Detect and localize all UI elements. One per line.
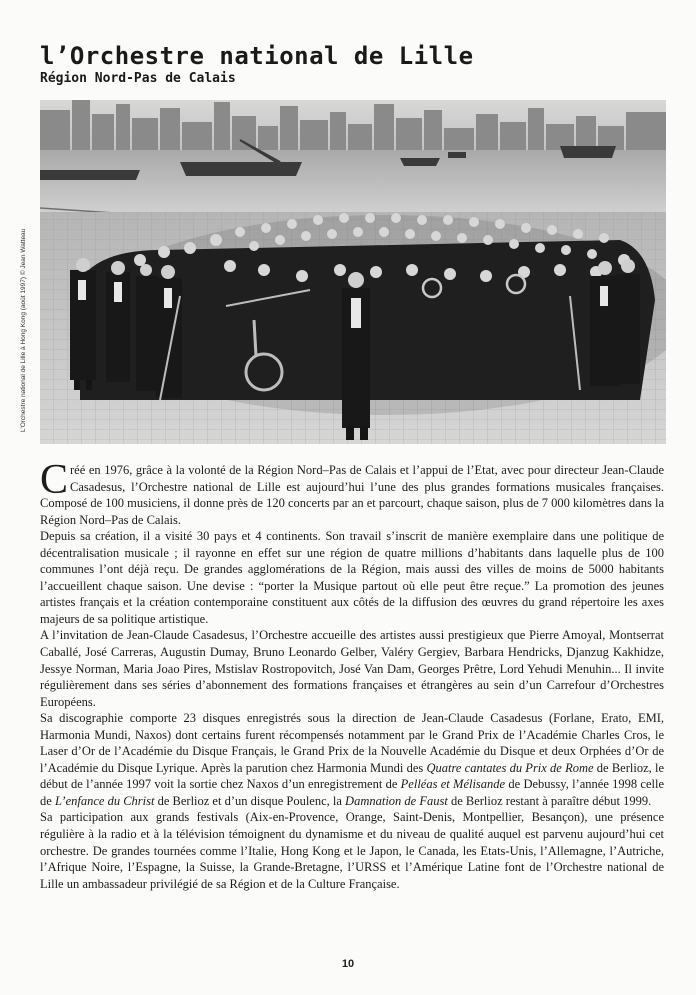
page-number: 10 [341, 958, 355, 970]
page-title: l’Orchestre national de Lille [40, 42, 474, 70]
article-paragraph-1 [40, 457, 664, 528]
article-paragraph-5: Sa participation aux grands festivals (Aix-en-Provence, Orange, Saint-Denis, Montpellier, Besançon), une présence régulière à la radio et à la télévision témoignent du dynamisme et du niveau de qualité auquel est parvenu aujourd’hui cet orchestre. De grandes tournées comme l’Italie, Hong Kong et le Japon, le Canada, les Etats-Unis, l’Allemagne, l’Autriche, l’Afrique Noire, l’Espagne, la Suisse, la Grande-Bretagne, l’URSS et l’Amérique Latine font de l’Orchestre national de Lille un ambassadeur privilégié de sa Région et de la Culture Française. [40, 810, 664, 891]
paragraph-text: de Debussy, l’année 1998 celle de [40, 777, 665, 808]
work-title: Quatre cantates du Prix de Rome [426, 760, 594, 775]
harbour-water [40, 150, 666, 212]
drop-cap: C [40, 457, 69, 503]
paragraph-text: de Berlioz restant à paraître début 1999. [447, 793, 652, 808]
orchestra-photo [40, 100, 666, 444]
paragraph-text: de Berlioz et d’un disque Poulenc, la [154, 793, 346, 808]
work-title: Pelléas et Mélisande [400, 777, 506, 792]
article-paragraph-2: Depuis sa création, il a visité 30 pays et 4 continents. Son travail s’inscrit de manière exemplaire dans une politique de décentralisation musicale ; il rayonne en effet sur une région de quatre millions d’habitants dans laquelle plus de 100 communes l’ont déjà reçu. De grandes agglomérations de la Région, mais aussi des villes de moins de 5000 habitants l’accueillent chaque saison. Une devise : “porter la Musique partout où elle peut être reçue.” La promotion des jeunes artistes français et la création contemporaine constituent aux côtés de la diffusion des œuvres du grand répertoire les axes majeurs de sa politique artistique. [40, 529, 664, 626]
work-title: L’enfance du Christ [54, 793, 155, 808]
paragraph-text: réé en 1976, grâce à la volonté de la Région Nord–Pas de Calais et l’appui de l’Etat, avec pour directeur Jean-Claude Casadesus, l’Orchestre national de Lille est aujourd’hui l’une des plus grandes formations musicales françaises. Composé de 100 musiciens, il donne près de 120 concerts par an et parcourt, chaque saison, plus de 7 000 kilomètres dans la Région Nord–Pas de Calais. [40, 463, 664, 527]
article-body [40, 457, 665, 892]
page-subtitle: Région Nord-Pas de Calais [40, 71, 236, 86]
photo-credit: L’Orchestre national de Lille à Hong Kong (août 1997) © Jean Watteau [20, 228, 27, 432]
paragraph-text: de Berlioz, le début de l’année 1997 voit la sortie chez Naxos d’un enregistrement de [40, 760, 664, 792]
article-paragraph-3: A l’invitation de Jean-Claude Casadesus, l’Orchestre accueille des artistes aussi prestigieux que Pierre Amoyal, Montserrat Caballé, José Carreras, Augustin Dumay, Bruno Leonardo Gelber, Valéry Gergiev, Barbara Hendricks, Djanzug Kakhidze, Jessye Norman, Maria Joao Pires, Mstislav Rostropovitch, José Van Dam, Georges Prêtre, Lord Yehudi Menuhin... Il invite régulièrement dans ses séries d’abonnement des formations françaises et étrangères au sein d’un Carrefour d’Orchestres Européens. [40, 628, 664, 709]
paragraph-text: Sa discographie comporte 23 disques enregistrés sous la direction de Jean-Claude Casadesus (Forlane, Erato, EMI, Harmonia Mundi, Naxos) dont certains furent récompensés notamment par le Grand Prix de l’Académie Charles Cros, le Laser d’Or de l’Académie du Disque Français, le Grand Prix de la Nouvelle Académie du Disque et deux Orphées d’Or de l’Académie du Disque Lyrique. Après la parution chez Harmonia Mundi des [40, 711, 664, 775]
article-paragraph-4 [40, 710, 664, 809]
work-title: Damnation de Faust [345, 793, 448, 808]
